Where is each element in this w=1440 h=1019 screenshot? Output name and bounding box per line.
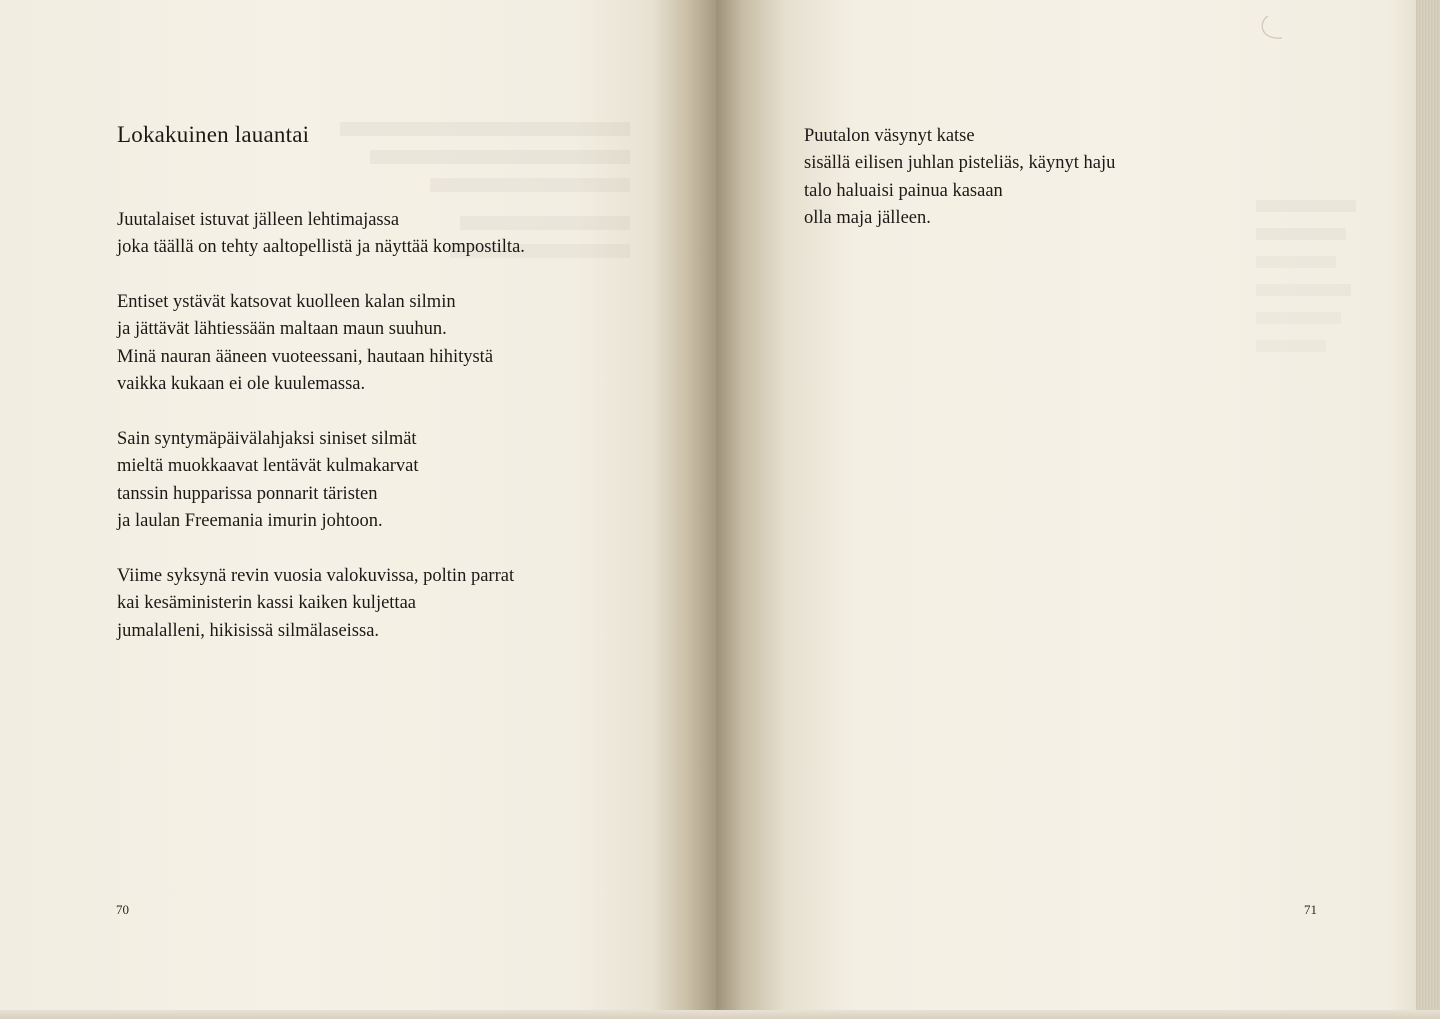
page-number-right: 71	[1304, 902, 1317, 917]
poem-line: jumalalleni, hikisissä silmälaseissa.	[117, 620, 380, 641]
poem-line: Juutalaiset istuvat jälleen lehtimajassa	[117, 210, 400, 230]
left-page	[0, 0, 716, 1019]
poem-line: talo haluaisi painua kasaan	[804, 180, 1003, 201]
poem-line: Minä nauran ääneen vuoteessani, hautaan hihitystä	[117, 346, 494, 367]
poem-line: ja laulan Freemania imurin johtoon.	[117, 510, 383, 531]
poem-line: ja jättävät lähtiessään maltaan maun suuhun.	[117, 319, 447, 340]
poem-line: vaikka kukaan ei ole kuulemassa.	[117, 373, 366, 394]
poem-line: mieltä muokkaavat lentävät kulmakarvat	[117, 456, 419, 477]
poem-title: Lokakuinen lauantai	[117, 122, 310, 147]
stanza-2	[117, 289, 493, 398]
poem-line: tanssin hupparissa ponnarit täristen	[117, 483, 378, 504]
poem-line: Puutalon väsynyt katse	[804, 126, 975, 146]
poem-line: olla maja jälleen.	[804, 207, 931, 228]
bottom-edge	[0, 1010, 1440, 1019]
poem-line: Entiset ystävät katsovat kuolleen kalan silmin	[117, 292, 456, 312]
bleed-through-right	[1256, 200, 1366, 390]
stanza-4	[117, 563, 514, 645]
poem-line: kai kesäministerin kassi kaiken kuljettaa	[117, 593, 416, 614]
right-stanza-1	[804, 123, 1115, 232]
poem-line: sisällä eilisen juhlan pisteliäs, käynyt haju	[804, 153, 1116, 174]
poem-line: Viime syksynä revin vuosia valokuvissa, poltin parrat	[117, 566, 515, 586]
page-number-left: 70	[116, 902, 129, 917]
stanza-1	[117, 207, 525, 262]
stanza-3	[117, 426, 419, 535]
corner-crease-mark	[1254, 14, 1284, 44]
poem-line: Sain syntymäpäivälahjaksi siniset silmät	[117, 429, 417, 449]
poem-line: joka täällä on tehty aaltopellistä ja näyttää kompostilta.	[117, 237, 525, 258]
page-block-edge	[1416, 0, 1440, 1019]
